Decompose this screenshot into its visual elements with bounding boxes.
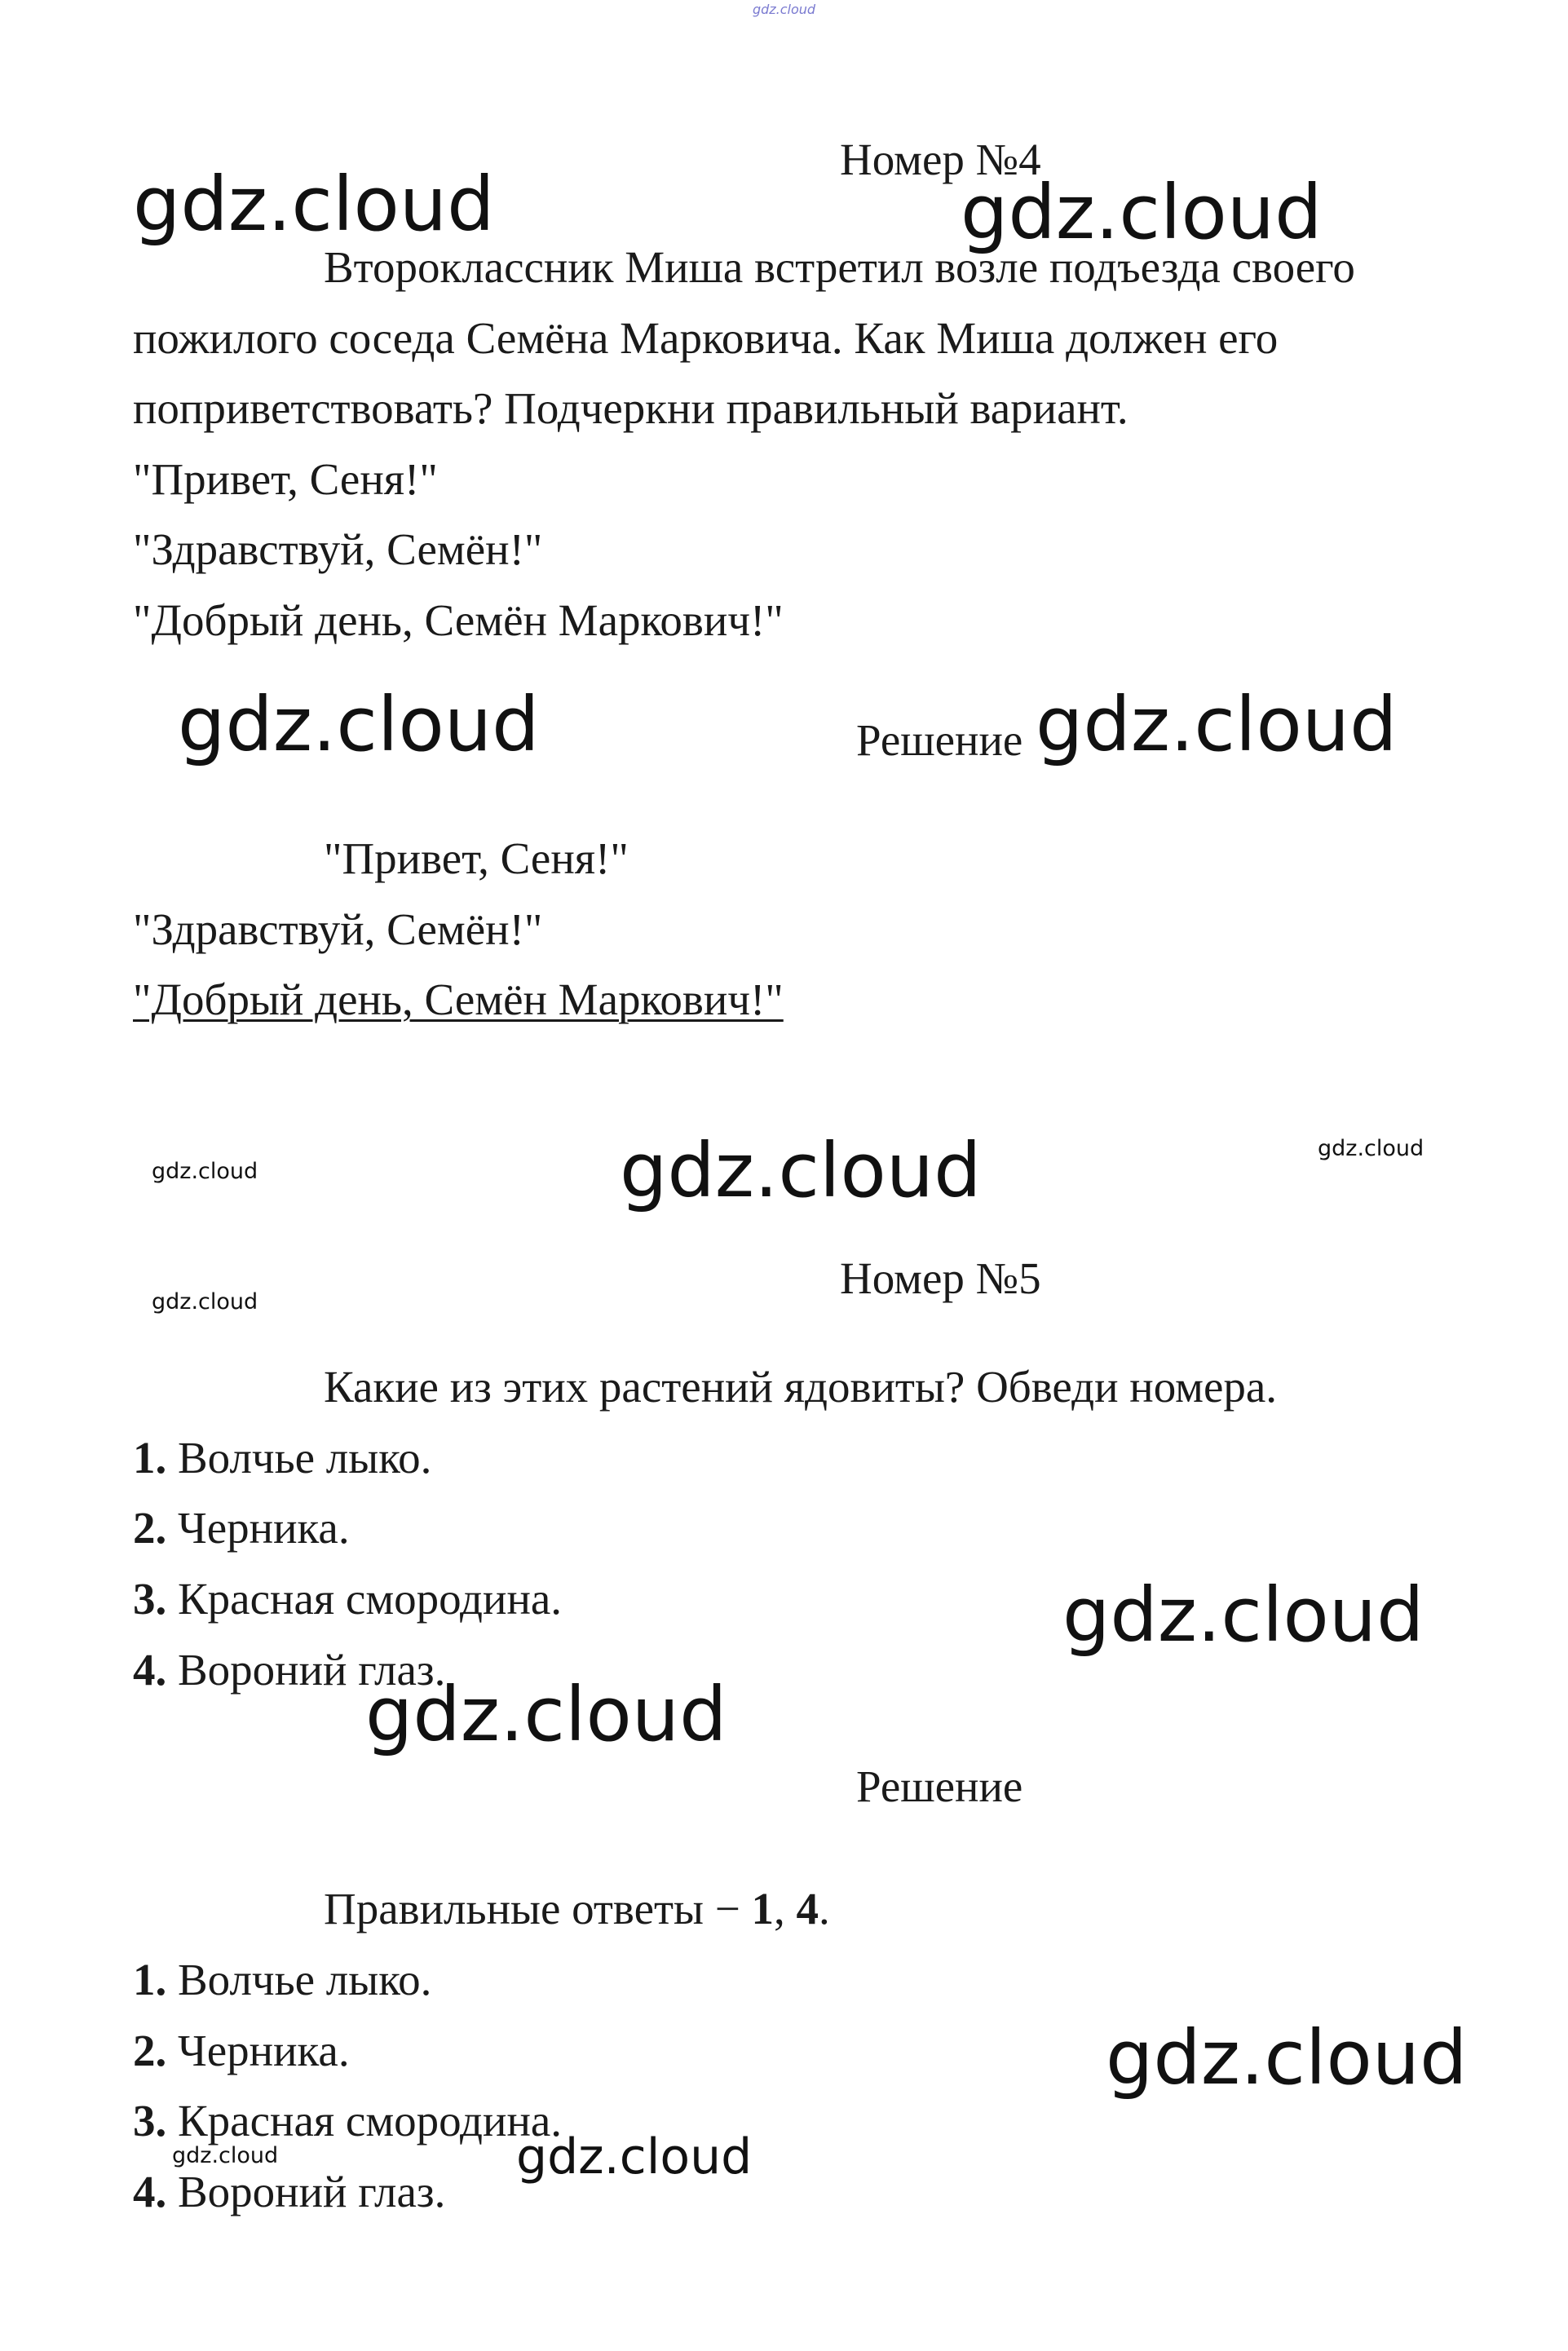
task4-prompt-line-1: Второклассник Миша встретил возле подъезда своего: [324, 242, 1355, 292]
watermark-small: gdz.cloud: [1318, 1136, 1424, 1161]
watermark-logo: gdz.cloud: [133, 161, 495, 248]
task5-solution-item: [133, 1957, 431, 2002]
task5-solution-item: [133, 2028, 350, 2073]
task5-item-text: Красная смородина.: [178, 1574, 563, 1624]
task5-answer-sep: ,: [774, 1884, 797, 1933]
watermark-logo: gdz.cloud: [620, 1127, 982, 1214]
task5-solution-item-text: Черника.: [178, 2026, 350, 2075]
task5-solution-item-number: 3.: [133, 2096, 167, 2146]
task5-solution-item-text: Вороний глаз.: [178, 2167, 446, 2216]
task4-option-2: "Здравствуй, Семён!": [133, 524, 543, 574]
task5-item-text: Волчье лыко.: [178, 1433, 432, 1483]
task4-prompt-line-2: пожилого соседа Семёна Марковича. Как Миша должен его: [133, 313, 1279, 363]
watermark-logo: gdz.cloud: [178, 681, 540, 768]
task4-solution-option-correct: "Добрый день, Семён Маркович!": [133, 974, 784, 1024]
watermark-logo: gdz.cloud: [1062, 1571, 1424, 1659]
watermark-small: gdz.cloud: [172, 2143, 279, 2168]
watermark-logo: gdz.cloud: [1106, 2014, 1468, 2101]
task5-item-text: Черника.: [178, 1503, 350, 1553]
watermark-logo: gdz.cloud: [961, 169, 1323, 256]
watermark-small: gdz.cloud: [152, 1159, 258, 1184]
task4-title: Номер №4: [840, 135, 1041, 184]
watermark-logo: gdz.cloud: [1036, 681, 1398, 768]
task5-solution-item-text: Волчье лыко.: [178, 1955, 432, 2004]
task5-answer-prefix: Правильные ответы −: [324, 1884, 752, 1933]
task5-item-number: 4.: [133, 1645, 167, 1695]
task5-answer-b: 4: [796, 1884, 819, 1933]
task5-item-number: 3.: [133, 1574, 167, 1624]
task4-option-1: "Привет, Сеня!": [133, 454, 438, 504]
task4-solution-heading: Решение: [856, 715, 1023, 765]
watermark-logo: gdz.cloud: [365, 1671, 727, 1758]
task5-solution-item-number: 4.: [133, 2167, 167, 2216]
watermark-logo: gdz.cloud: [516, 2128, 753, 2185]
task5-title: Номер №5: [840, 1253, 1041, 1303]
task5-item: [133, 1574, 563, 1624]
task5-item: [133, 1503, 350, 1553]
task5-item: [133, 1433, 432, 1483]
task5-answer: [324, 1886, 830, 1931]
task4-solution-option-2: "Здравствуй, Семён!": [133, 904, 543, 954]
task5-solution-heading: Решение: [856, 1761, 1023, 1811]
top-watermark: gdz.cloud: [752, 2, 816, 17]
watermark-small: gdz.cloud: [152, 1289, 258, 1315]
task5-answer-end: .: [819, 1884, 830, 1933]
task5-item-number: 2.: [133, 1503, 167, 1553]
task5-solution-item-number: 1.: [133, 1955, 167, 2004]
task4-prompt-line-3: поприветствовать? Подчеркни правильный вариант.: [133, 383, 1129, 433]
task5-solution-item-number: 2.: [133, 2026, 167, 2075]
task5-solution-item-text: Красная смородина.: [178, 2096, 563, 2146]
task5-answer-a: 1: [751, 1884, 774, 1933]
task4-option-3: "Добрый день, Семён Маркович!": [133, 595, 784, 645]
task4-solution-option-1: "Привет, Сеня!": [324, 833, 629, 883]
task5-solution-item: [133, 2096, 563, 2146]
task5-item-text: Вороний глаз.: [178, 1645, 446, 1695]
task5-item-number: 1.: [133, 1433, 167, 1483]
task5-solution-item: [133, 2169, 445, 2214]
task5-prompt: Какие из этих растений ядовиты? Обведи номера.: [324, 1362, 1278, 1412]
